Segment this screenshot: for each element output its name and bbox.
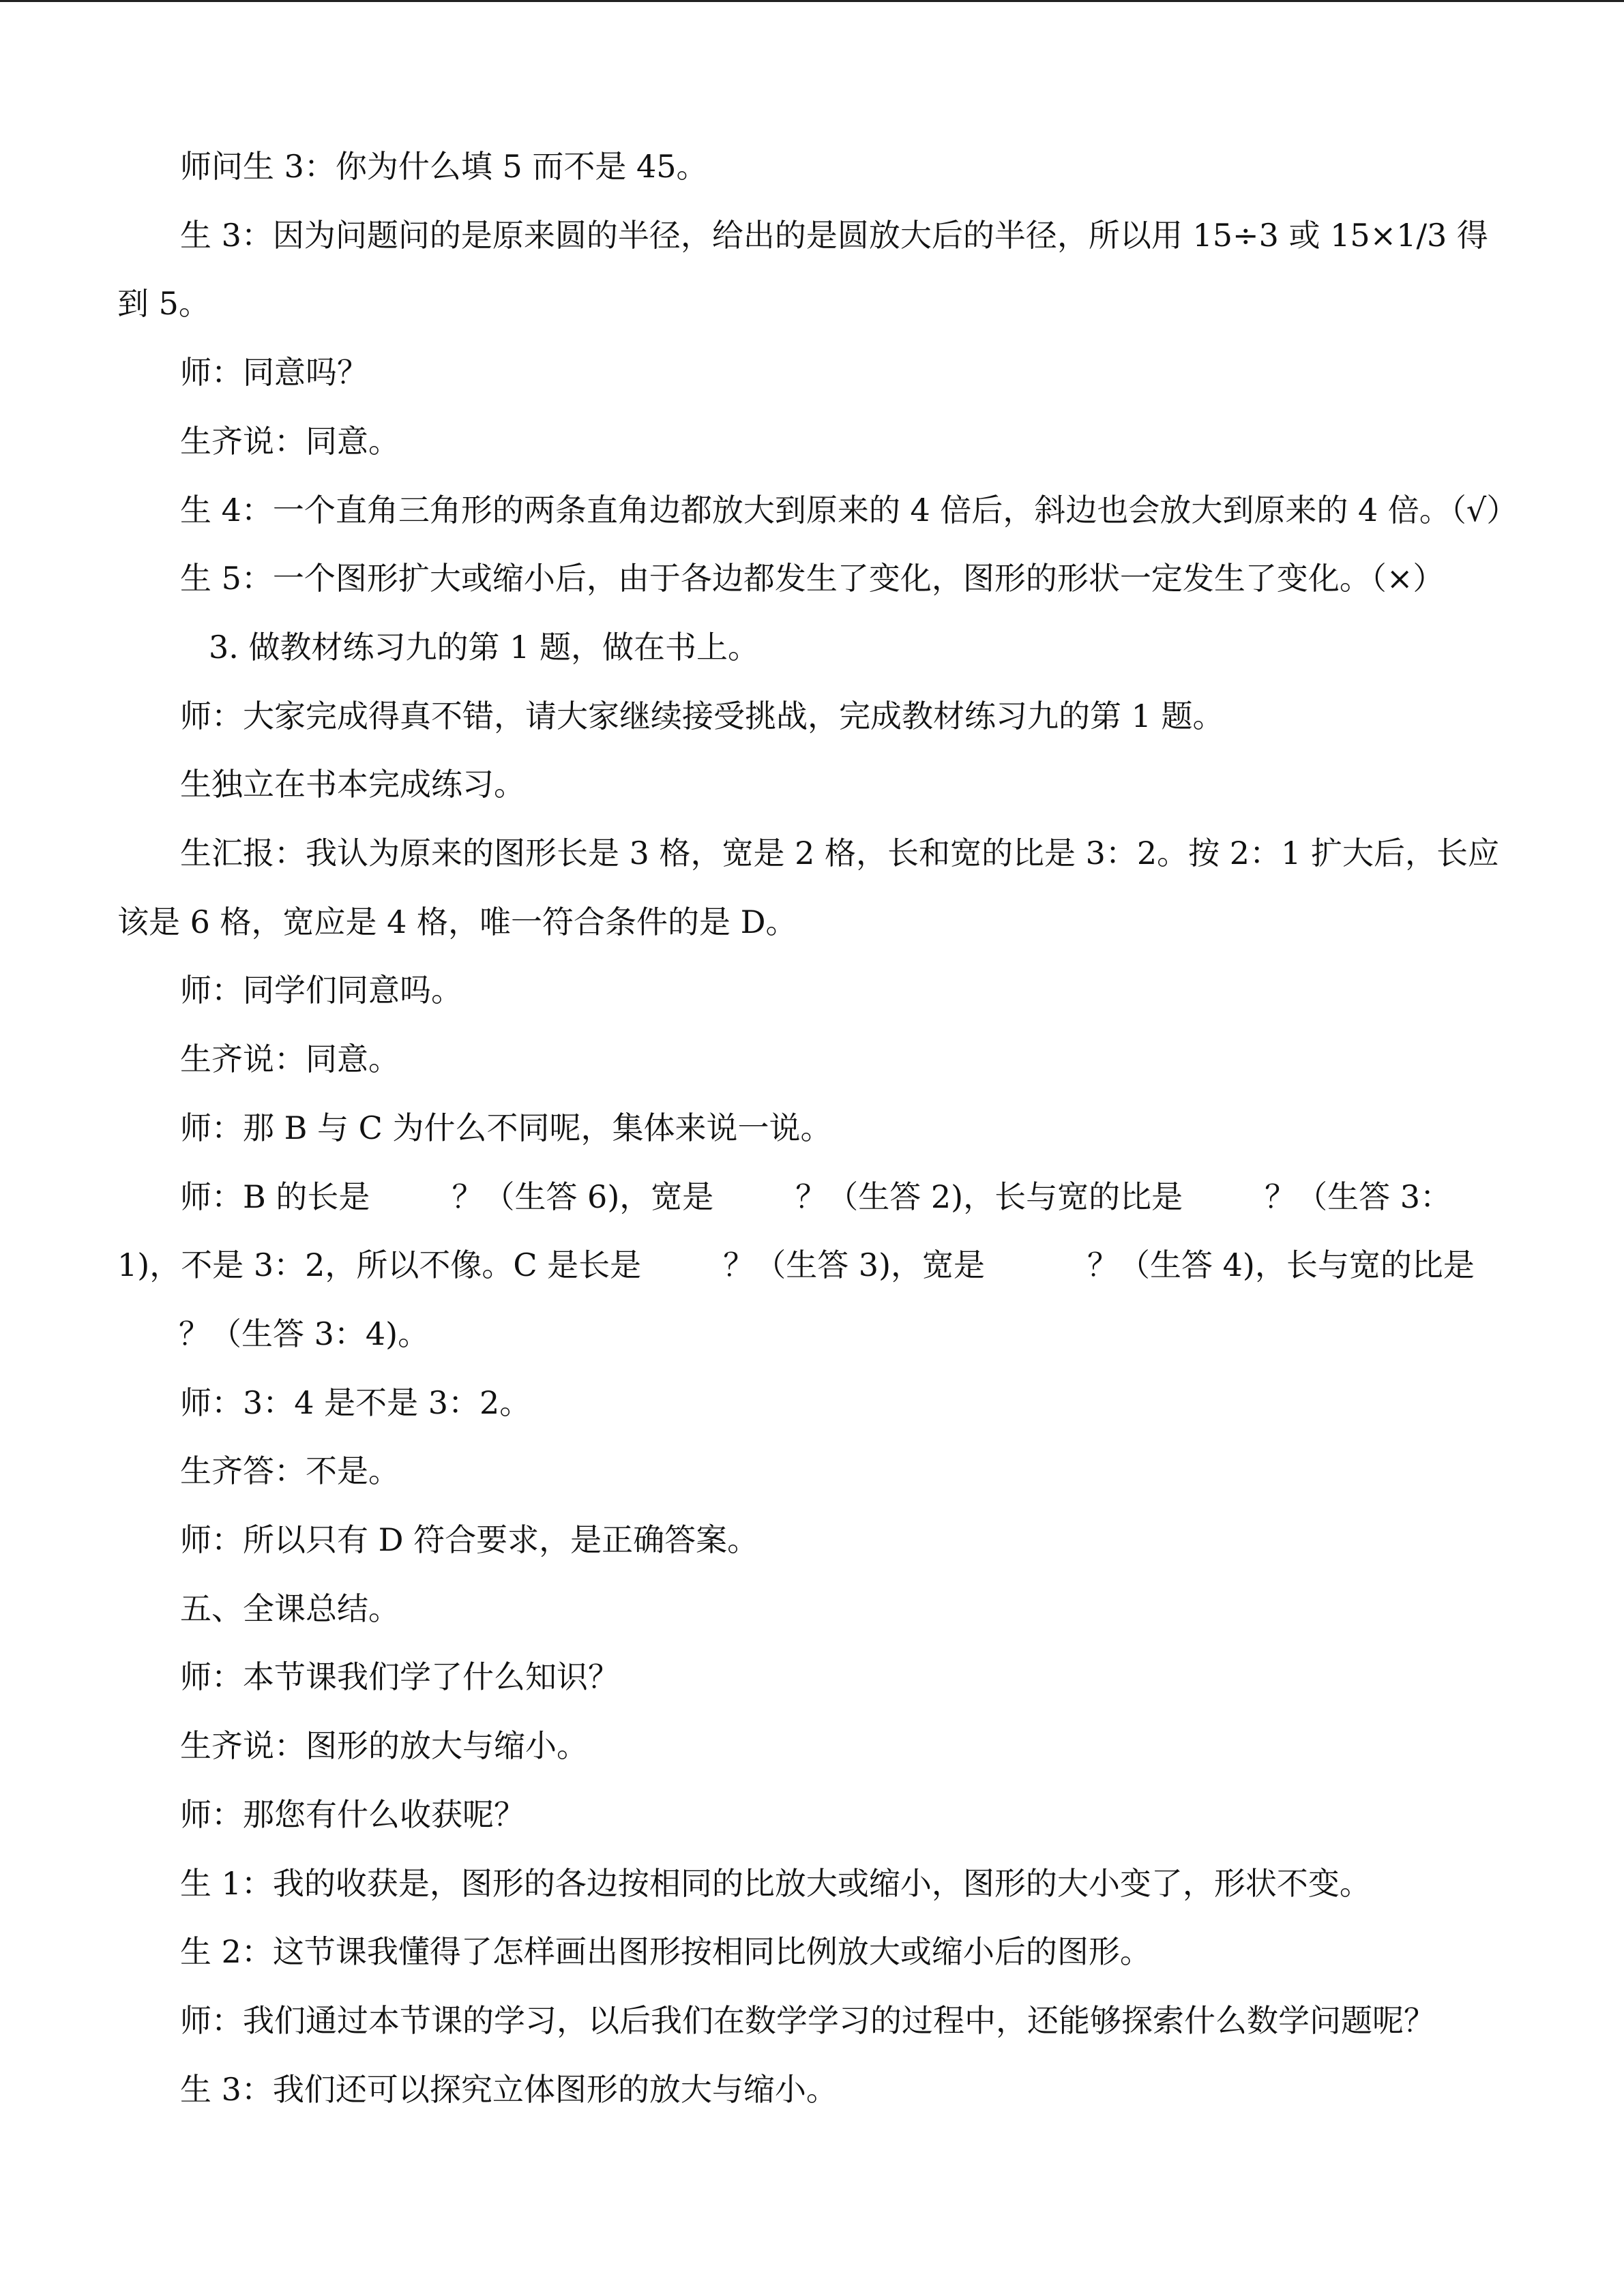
paragraph: 师：我们通过本节课的学习，以后我们在数学学习的过程中，还能够探索什么数学问题呢？	[180, 2001, 1435, 2039]
paragraph: 生齐说：同意。	[180, 1041, 400, 1078]
text-segment: ？（生答 2)，长与宽的比是	[795, 1178, 1183, 1215]
paragraph: 生 4：一个直角三角形的两条直角边都放大到原来的 4 倍后，斜边也会放大到原来的 4 倍。（√）	[180, 491, 1518, 528]
paragraph: 师问生 3：你为什么填 5 而不是 45。	[180, 148, 708, 185]
paragraph: 师：同学们同意吗。	[180, 972, 462, 1009]
paragraph: 生齐说：同意。	[180, 422, 400, 460]
paragraph: 生齐答：不是。	[180, 1452, 400, 1490]
fill-in-blank-paragraph	[117, 1163, 1509, 1369]
paragraph: 生 1：我的收获是，图形的各边按相同的比放大或缩小，图形的大小变了，形状不变。	[180, 1864, 1371, 1902]
text-segment: 师：B 的长是	[180, 1178, 370, 1215]
paragraph: 生齐说：图形的放大与缩小。	[180, 1727, 588, 1765]
text-segment: ？（生答 3)，宽是	[723, 1247, 986, 1284]
paragraph: 生 5：一个图形扩大或缩小后，由于各边都发生了变化，图形的形状一定发生了变化。（×）	[180, 560, 1445, 597]
document-page	[117, 132, 1518, 2123]
paragraph: 师：同意吗？	[180, 354, 368, 391]
section-heading: 五、全课总结。	[180, 1590, 400, 1627]
paragraph: 师：本节课我们学了什么知识？	[180, 1658, 619, 1696]
text-segment: ？（生答 4)，长与宽的比是	[1087, 1247, 1475, 1284]
paragraph: 师：那 B 与 C 为什么不同呢，集体来说一说。	[180, 1109, 832, 1146]
section-item: 3. 做教材练习九的第 1 题，做在书上。	[209, 628, 760, 666]
text-segment: ？（生答 3：4)。	[179, 1315, 430, 1352]
text-segment: ？（生答 3：1)，不是 3：2，所以不像。C 是长是	[117, 1178, 1452, 1284]
top-border-line	[0, 0, 1624, 2]
paragraph: 师：3：4 是不是 3：2。	[180, 1384, 531, 1421]
paragraph: 师：所以只有 D 符合要求，是正确答案。	[180, 1521, 759, 1559]
paragraph: 生 2：这节课我懂得了怎样画出图形按相同比例放大或缩小后的图形。	[180, 1933, 1151, 1971]
text-segment: ？（生答 6)，宽是	[452, 1178, 714, 1215]
paragraph: 生 3：我们还可以探究立体图形的放大与缩小。	[180, 2070, 838, 2108]
paragraph: 师：大家完成得真不错，请大家继续接受挑战，完成教材练习九的第 1 题。	[180, 697, 1224, 734]
paragraph: 生汇报：我认为原来的图形长是 3 格，宽是 2 格，长和宽的比是 3：2。按 2：1 扩大后，长应该是 6 格，宽应是 4 格，唯一符合条件的是 D。	[117, 835, 1499, 940]
paragraph: 师：那您有什么收获呢？	[180, 1795, 525, 1833]
paragraph: 生 3：因为问题问的是原来圆的半径，给出的是圆放大后的半径，所以用 15÷3 或 15×1/3 得到 5。	[117, 216, 1488, 323]
paragraph: 生独立在书本完成练习。	[180, 766, 525, 803]
